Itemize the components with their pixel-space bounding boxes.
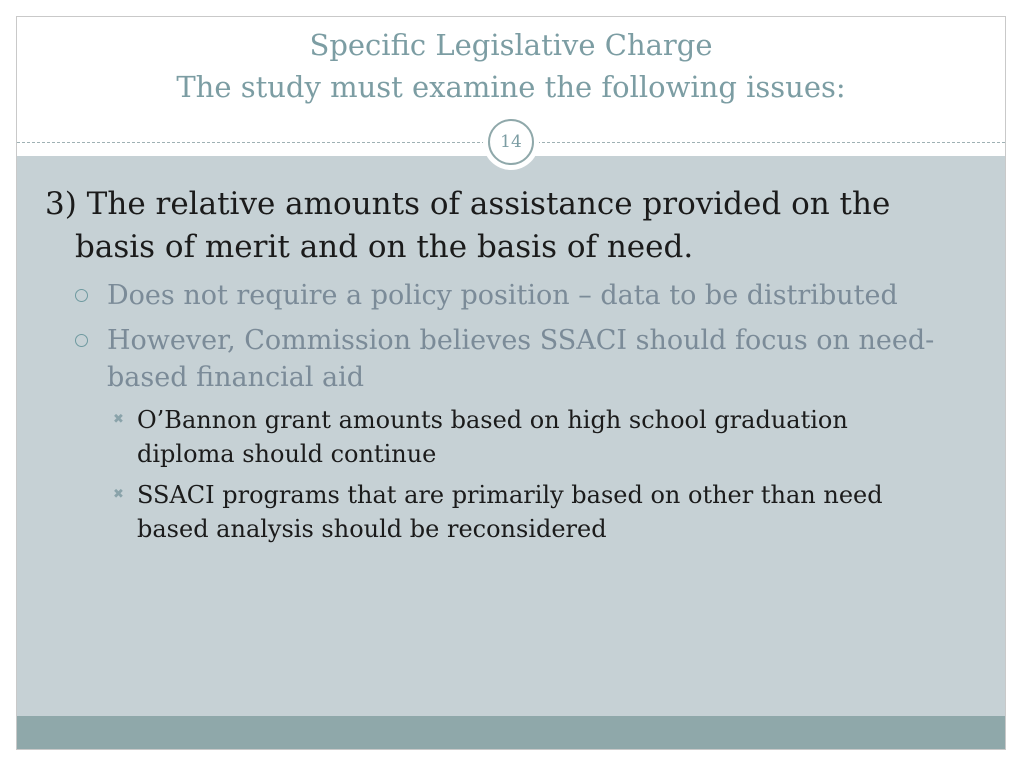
x-bullet-icon: ✖	[113, 487, 124, 502]
sub-sub-point	[113, 403, 933, 471]
x-bullet-icon: ✖	[113, 412, 124, 427]
sub-sub-point-text-line-2: diploma should continue	[137, 440, 437, 468]
sub-point	[75, 277, 975, 314]
sub-point	[75, 322, 975, 396]
sub-point-text-line-1: However, Commission believes SSACI should focus on need-	[107, 325, 935, 356]
footer-bar	[17, 716, 1005, 750]
sub-sub-point-text-line-1: SSACI programs that are primarily based on other than need	[137, 481, 883, 509]
main-point-line-1: 3) The relative amounts of assistance provided on the	[45, 186, 891, 222]
sub-sub-point-text-line-1: O’Bannon grant amounts based on high school graduation	[137, 406, 848, 434]
slide-subtitle: The study must examine the following issues:	[176, 70, 846, 104]
circle-bullet-icon	[75, 334, 88, 347]
slide-number-badge	[483, 114, 539, 170]
main-point-line-2: basis of merit and on the basis of need.	[75, 229, 694, 265]
slide-number: 14	[488, 119, 534, 165]
sub-sub-point-text-line-2: based analysis should be reconsidered	[137, 515, 607, 543]
content-area	[17, 156, 1005, 716]
slide-title: Specific Legislative Charge	[309, 28, 713, 62]
sub-point-text-line-2: based financial aid	[107, 362, 365, 393]
sub-point-text: Does not require a policy position – data to be distributed	[107, 280, 898, 311]
main-point	[45, 183, 965, 269]
slide	[16, 16, 1006, 750]
circle-bullet-icon	[75, 289, 88, 302]
sub-sub-point	[113, 478, 933, 546]
